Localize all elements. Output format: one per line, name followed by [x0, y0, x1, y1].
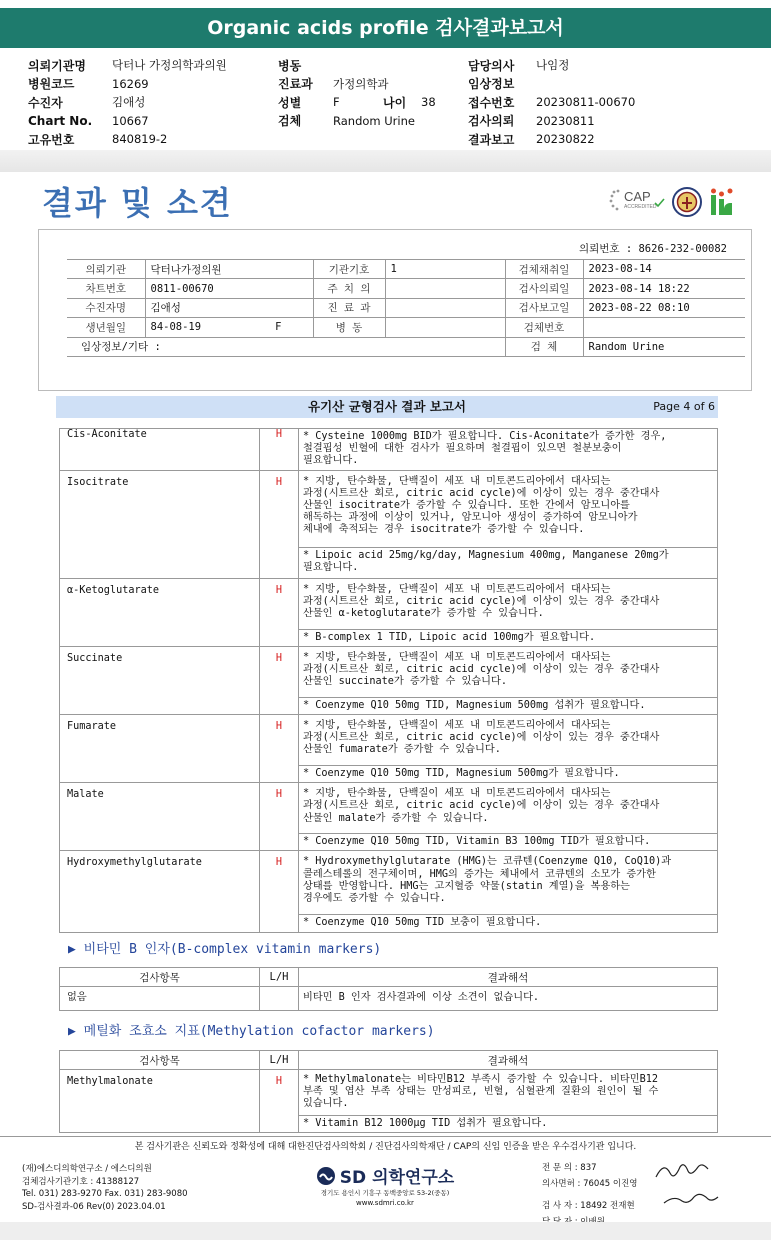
value-accession-no: 20230811-00670	[536, 95, 636, 110]
column-header: 결과해석	[299, 1051, 718, 1070]
info-key: 검 체	[505, 337, 583, 356]
analyte-name: Succinate	[60, 646, 260, 714]
label-department: 진료과	[278, 77, 313, 92]
value-report-date: 20230822	[536, 132, 595, 147]
interpretation-text: * 지방, 탄수화물, 단백질이 세포 내 미토콘드리아에서 대사되는 과정(시트르산 회로, citric acid cycle)에 이상이 있는 경우 중간대사 산물인 isocitrate가 증가할 수 있습니다. 또한 간에서 암모니아를 해독하는 과정에 이상이 있거나, 암모니아 생성이 증가하여 암모니아가 체내에 축적되는 경우 isocitrate가 증가할 수 있습니다.	[299, 470, 718, 547]
recommendation-text: * B-complex 1 TID, Lipoic acid 100mg가 필요합니다.	[299, 629, 718, 646]
high-flag: H	[260, 578, 299, 646]
table-row	[60, 646, 718, 697]
label-hospital-code: 병원코드	[28, 77, 75, 92]
label-gender: 성별	[278, 95, 302, 110]
info-value: 닥터나가정의원	[145, 260, 313, 279]
vitamin-b-heading: ▶ 비타민 B 인자(B-complex vitamin markers)	[68, 942, 382, 957]
header-col-3	[468, 56, 635, 149]
organic-acid-results-table	[59, 428, 718, 933]
footer-line: 전 문 의 : 837	[542, 1163, 597, 1173]
label-clinical-info: 임상정보	[468, 77, 515, 92]
column-header: 검사항목	[60, 1051, 260, 1070]
patient-info-box	[38, 229, 752, 391]
footer-line: (재)에스디의학연구소 / 에스디의원	[22, 1164, 152, 1174]
recommendation-text: * Lipoic acid 25mg/kg/day, Magnesium 400mg, Manganese 20mg가 필요합니다.	[299, 547, 718, 578]
info-key: 생년월일	[67, 318, 145, 337]
sd-logo-icon	[316, 1166, 336, 1186]
label-unique-no: 고유번호	[28, 132, 75, 147]
info-value	[385, 298, 505, 317]
clinical-info-label: 임상정보/기타 :	[67, 337, 505, 356]
analyte-name: Methylmalonate	[60, 1070, 260, 1133]
vitamin-b-table	[59, 967, 718, 1011]
header-col-2	[278, 56, 436, 130]
lab-website: www.sdmri.co.kr	[356, 1199, 414, 1207]
info-key: 검사의뢰일	[505, 279, 583, 298]
table-row	[60, 715, 718, 766]
analyte-name: Fumarate	[60, 715, 260, 783]
high-flag: H	[260, 783, 299, 851]
table-row	[60, 851, 718, 915]
patient-info-table	[67, 259, 745, 357]
flag-cell	[260, 987, 299, 1011]
info-value	[385, 318, 505, 337]
high-flag: H	[260, 470, 299, 578]
request-number: 의뢰번호 : 8626-232-00082	[578, 243, 727, 255]
page-indicator: Page 4 of 6	[653, 400, 715, 413]
info-value: 2023-08-14 18:22	[583, 279, 745, 298]
table-row	[60, 429, 718, 471]
lab-brand-block	[300, 1163, 470, 1208]
interpretation-text: * Cysteine 1000mg BID가 필요합니다. Cis-Aconitate가 증가한 경우, 철결핍성 빈혈에 대한 검사가 필요하며 철결핍이 있으면 철분보충이 필요합니다.	[299, 429, 718, 471]
recommendation-text: * Vitamin B12 1000μg TID 섭취가 필요합니다.	[299, 1116, 718, 1133]
high-flag: H	[260, 646, 299, 714]
value-specimen: Random Urine	[333, 113, 415, 128]
interpretation-text: * 지방, 탄수화물, 단백질이 세포 내 미토콘드리아에서 대사되는 과정(시트르산 회로, citric acid cycle)에 이상이 있는 경우 중간대사 산물인 fumarate가 증가할 수 있습니다.	[299, 715, 718, 766]
info-key: 진 료 과	[313, 298, 385, 317]
label-specimen: 검체	[278, 114, 302, 129]
report-subtitle: 유기산 균형검사 결과 보고서	[308, 399, 466, 414]
methylation-heading: ▶ 메틸화 조효소 지표(Methylation cofactor markers)	[68, 1024, 435, 1039]
high-flag: H	[260, 715, 299, 783]
info-value: 1	[385, 260, 505, 279]
interpretation-text: 비타민 B 인자 검사결과에 이상 소견이 없습니다.	[299, 987, 718, 1011]
interpretation-text: * Hydroxymethylglutarate (HMG)는 코큐텐(Coenzyme Q10, CoQ10)과 콜레스테롤의 전구체이며, HMG의 증가는 체내에서 코큐텐의 소모가 증가한 상태를 반영합니다. HMG는 고지혈증 약물(statin 계열)을 복용하는 경우에도 증가할 수 있습니다.	[299, 851, 718, 915]
header-divider	[0, 150, 771, 172]
analyte-name: Cis-Aconitate	[60, 429, 260, 471]
footer-line: 의사면허 : 76045 이진영	[542, 1179, 638, 1189]
signatory-block	[542, 1160, 638, 1230]
column-header: L/H	[260, 968, 299, 987]
high-flag: H	[260, 1070, 299, 1133]
label-chart-no: Chart No.	[28, 113, 93, 128]
cap-accredited-icon	[608, 186, 666, 218]
report-title: Organic acids profile 검사결과보고서	[0, 8, 771, 48]
value-doctor: 나임정	[536, 58, 570, 73]
analyte-name: Isocitrate	[60, 470, 260, 578]
recommendation-text: * Coenzyme Q10 50mg TID, Magnesium 500mg가 필요합니다.	[299, 766, 718, 783]
info-value: 김애성	[145, 298, 313, 317]
footer-line: 검체검사기관기호 : 41388127	[22, 1176, 140, 1187]
lab-seal-icon	[672, 187, 702, 221]
info-key: 의뢰기관	[67, 260, 145, 279]
interpretation-text: * 지방, 탄수화물, 단백질이 세포 내 미토콘드리아에서 대사되는 과정(시트르산 회로, citric acid cycle)에 이상이 있는 경우 중간대사 산물인 α-ketoglutarate가 증가할 수 있습니다.	[299, 578, 718, 629]
table-row	[60, 470, 718, 547]
label-accession-no: 접수번호	[468, 95, 515, 110]
value-patient: 김애성	[112, 95, 146, 110]
table-row	[67, 260, 745, 279]
analyte-name: Malate	[60, 783, 260, 851]
column-header: L/H	[260, 1051, 299, 1070]
high-flag: H	[260, 429, 299, 471]
label-patient: 수진자	[28, 95, 63, 110]
value-chart-no: 10667	[112, 113, 149, 128]
cap-logo-text: CAP	[624, 189, 651, 204]
signature-icon	[650, 1155, 730, 1215]
recommendation-text: * Coenzyme Q10 50mg TID, Vitamin B3 100mg TID가 필요합니다.	[299, 834, 718, 851]
header-col-1	[28, 56, 227, 149]
value-gender: F	[333, 95, 340, 110]
label-doctor: 담당의사	[468, 58, 515, 73]
value-hospital-code: 16269	[112, 76, 149, 91]
info-key: 차트번호	[67, 279, 145, 298]
analyte-name: 없음	[60, 987, 260, 1011]
table-row	[67, 298, 745, 317]
cap-logo-subtext: ACCREDITED	[624, 204, 657, 210]
info-key: 기관기호	[313, 260, 385, 279]
interpretation-text: * Methylmalonate는 비타민B12 부족시 증가할 수 있습니다. 비타민B12 부족 및 엽산 부족 상태는 만성피로, 빈혈, 심혈관계 질환의 원인이 될 수 있습니다.	[299, 1070, 718, 1116]
info-key: 검사보고일	[505, 298, 583, 317]
column-header: 검사항목	[60, 968, 260, 987]
column-header: 결과해석	[299, 968, 718, 987]
info-value: 0811-00670	[145, 279, 313, 298]
quality-mark-icon	[708, 187, 736, 221]
info-value	[145, 318, 313, 337]
label-request-date: 검사의뢰	[468, 114, 515, 129]
info-value	[385, 279, 505, 298]
table-row	[60, 578, 718, 629]
value-institution: 닥터나 가정의학과의원	[112, 58, 227, 73]
info-value: 2023-08-22 08:10	[583, 298, 745, 317]
section-title: 결과 및 소견	[42, 184, 233, 222]
table-row	[60, 1070, 718, 1116]
footer-line: SD-검사결과-06 Rev(0) 2023.04.01	[22, 1201, 166, 1212]
table-row	[60, 987, 718, 1011]
recommendation-text: * Coenzyme Q10 50mg TID 보충이 필요합니다.	[299, 915, 718, 932]
recommendation-text: * Coenzyme Q10 50mg TID, Magnesium 500mg 섭취가 필요합니다.	[299, 697, 718, 714]
table-row	[67, 318, 745, 337]
accreditation-note: 본 검사기관은 신뢰도와 정확성에 대해 대한진단검사의학회 / 진단검사의학재단 / CAP의 신임 인증을 받은 우수검사기관 입니다.	[0, 1136, 771, 1156]
info-key: 수진자명	[67, 298, 145, 317]
table-row	[60, 968, 718, 987]
gender: F	[275, 321, 282, 334]
lab-brand-name: SD 의학연구소	[339, 1168, 455, 1188]
info-value	[583, 318, 745, 337]
high-flag: H	[260, 851, 299, 932]
methylation-table	[59, 1050, 718, 1133]
page-bottom-strip	[0, 1222, 771, 1240]
footer-line: Tel. 031) 283-9270 Fax. 031) 283-9080	[22, 1189, 188, 1199]
birth-date: 84-08-19	[150, 321, 202, 334]
label-institution: 의뢰기관명	[28, 58, 86, 73]
value-request-date: 20230811	[536, 113, 595, 128]
analyte-name: α-Ketoglutarate	[60, 578, 260, 646]
info-value: Random Urine	[583, 337, 745, 356]
label-ward: 병동	[278, 58, 302, 73]
value-unique-no: 840819-2	[112, 132, 168, 147]
lab-contact-info	[22, 1163, 188, 1213]
info-value: 2023-08-14	[583, 260, 745, 279]
info-key: 주 치 의	[313, 279, 385, 298]
table-row	[60, 783, 718, 834]
info-key: 검체번호	[505, 318, 583, 337]
label-age: 나이	[383, 95, 407, 110]
lab-address: 경기도 용인시 기흥구 동백중앙로 53-2(중동)	[320, 1189, 450, 1197]
value-age: 38	[421, 95, 436, 110]
table-row	[67, 337, 745, 356]
table-row	[67, 279, 745, 298]
value-department: 가정의학과	[333, 76, 389, 91]
analyte-name: Hydroxymethylglutarate	[60, 851, 260, 932]
interpretation-text: * 지방, 탄수화물, 단백질이 세포 내 미토콘드리아에서 대사되는 과정(시트르산 회로, citric acid cycle)에 이상이 있는 경우 중간대사 산물인 succinate가 증가할 수 있습니다.	[299, 646, 718, 697]
info-key: 병 동	[313, 318, 385, 337]
interpretation-text: * 지방, 탄수화물, 단백질이 세포 내 미토콘드리아에서 대사되는 과정(시트르산 회로, citric acid cycle)에 이상이 있는 경우 중간대사 산물인 malate가 증가할 수 있습니다.	[299, 783, 718, 834]
report-header-bar	[56, 396, 718, 418]
label-report-date: 결과보고	[468, 132, 515, 147]
table-row	[60, 1051, 718, 1070]
footer-line: 검 사 자 : 18492 전재현	[542, 1201, 635, 1211]
info-key: 검체채취일	[505, 260, 583, 279]
